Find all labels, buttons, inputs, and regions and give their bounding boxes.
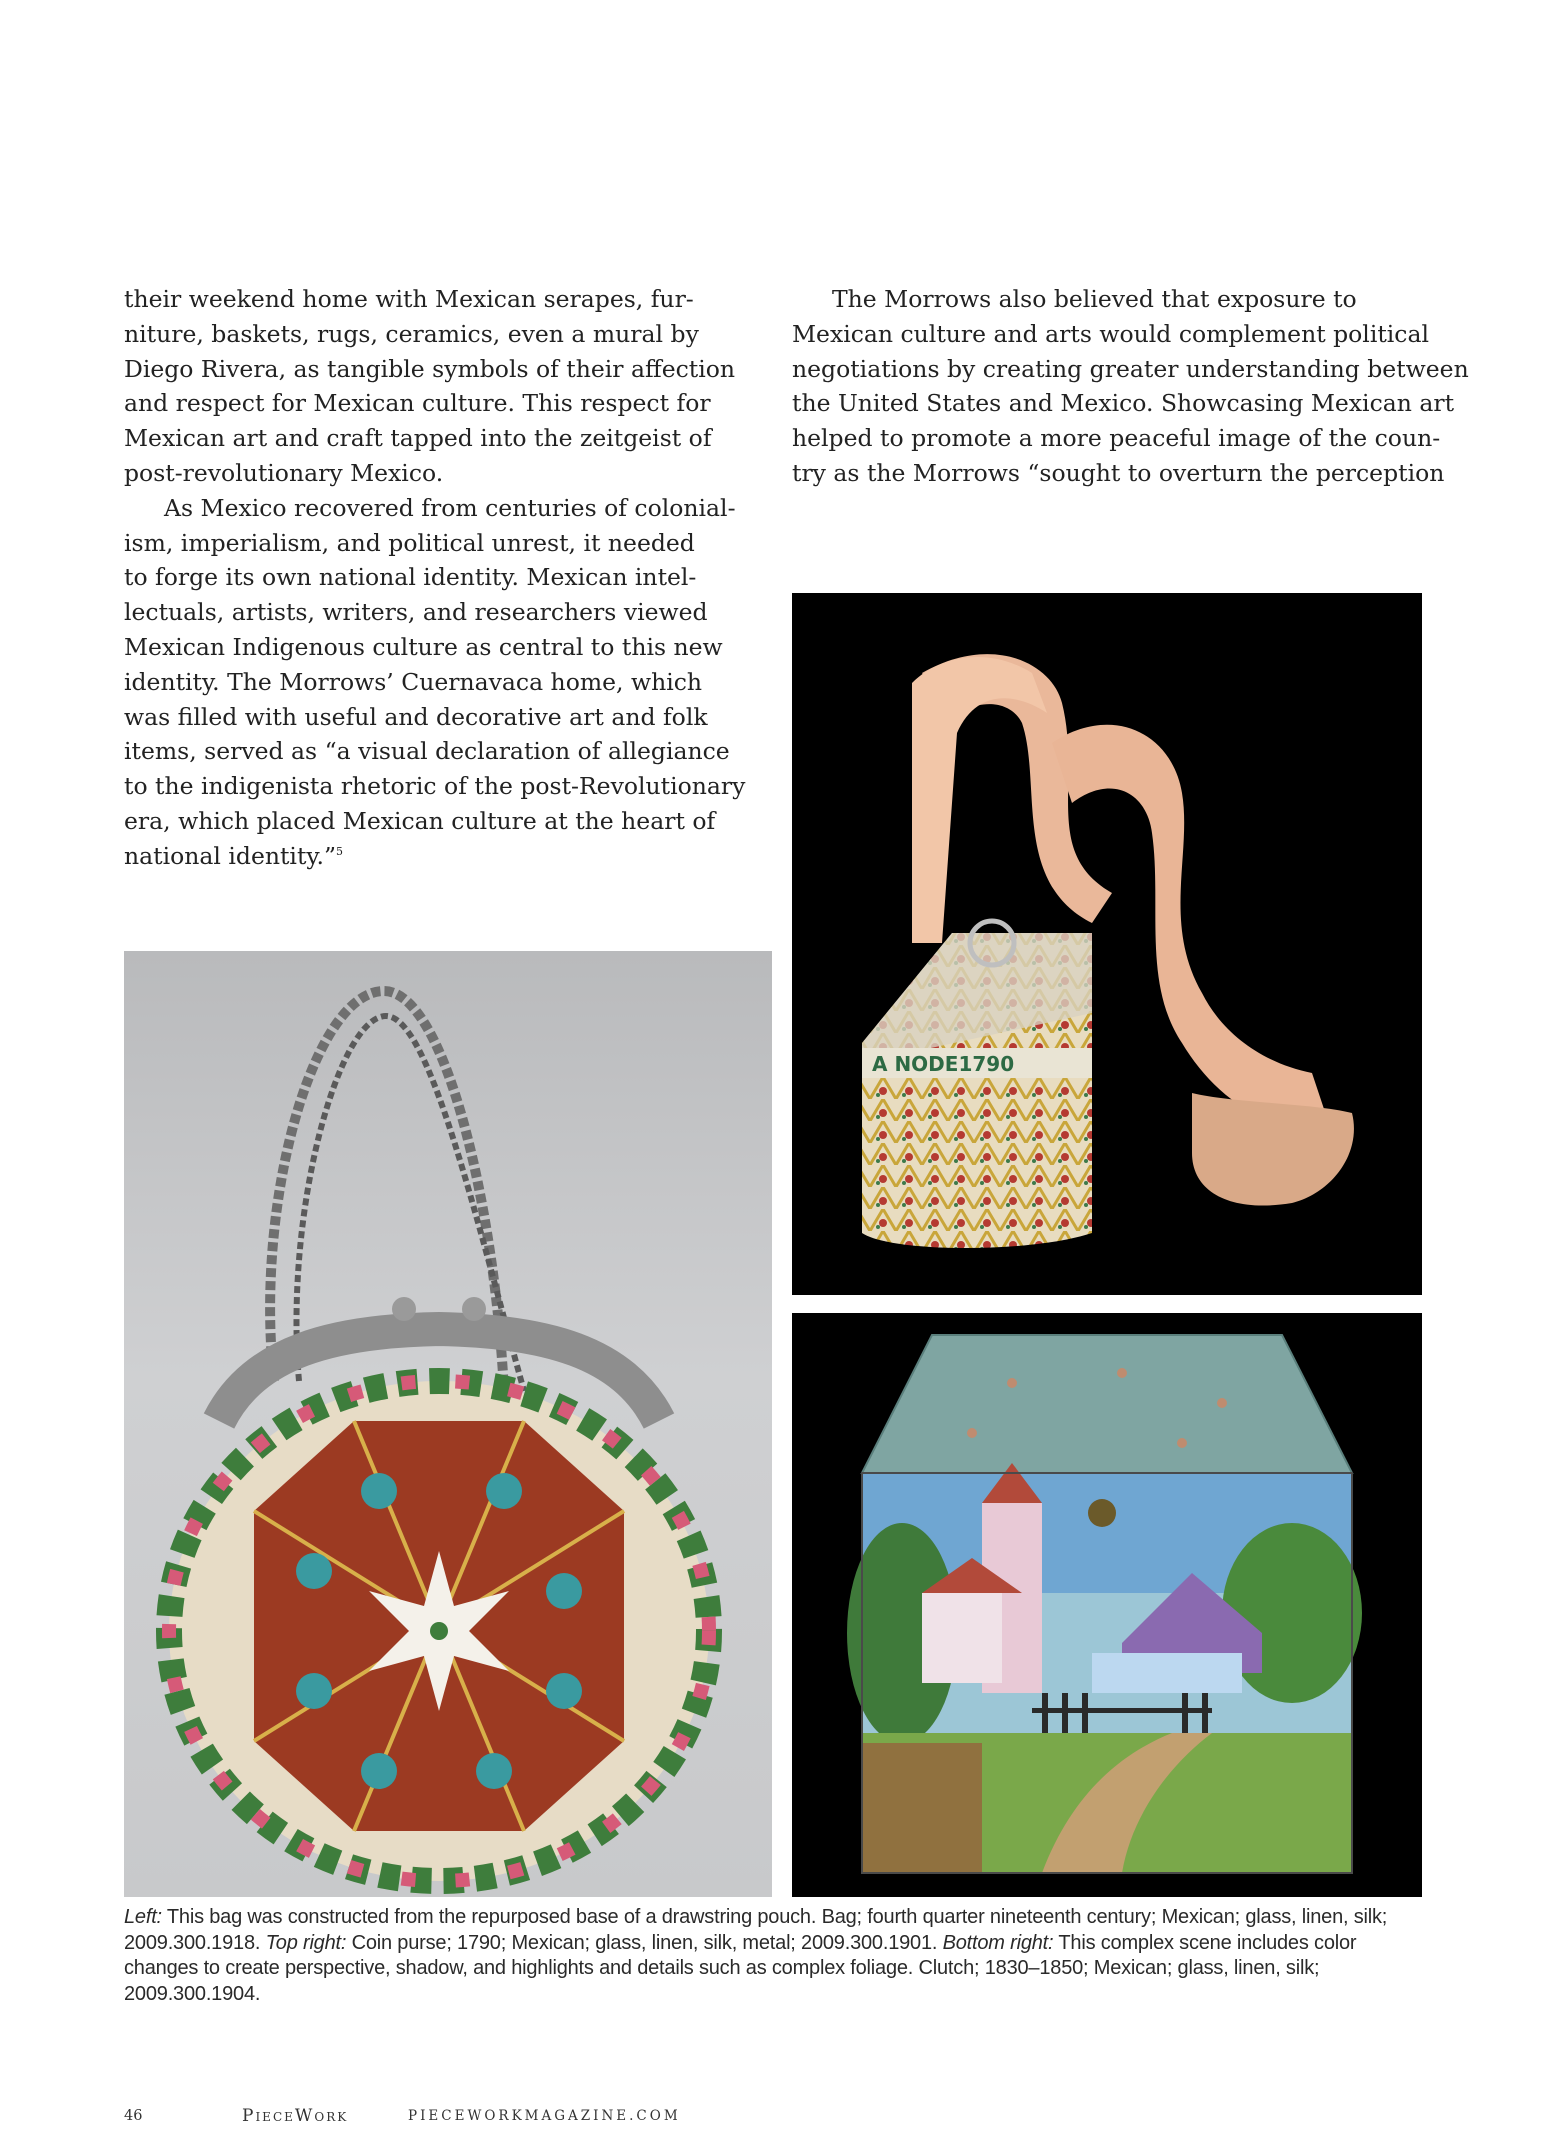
paragraph-1 [124, 282, 756, 491]
caption-text-left: This bag was constructed from the repurposed base of a drawstring pouch. Bag; fourth quarter nineteenth century; Mexican; glass, linen, silk; 2009.300.1918. [124, 1906, 1388, 1954]
text-line: lectuals, artists, writers, and researchers viewed [124, 598, 708, 627]
text-line: The Morrows also believed that exposure to [832, 285, 1357, 313]
caption-label-bottom-right: Bottom right: [942, 1931, 1054, 1954]
caption-label-top-right: Top right: [265, 1931, 347, 1954]
text-line: helped to promote a more peaceful image of the coun- [792, 424, 1441, 453]
text-line: Mexican culture and arts would complement political [792, 319, 1429, 348]
photo-caption [124, 1905, 1424, 2007]
text-line: items, served as “a visual declaration of allegiance [124, 737, 730, 766]
text-line: Mexican art and craft tapped into the zeitgeist of [124, 424, 712, 453]
text-line: identity. The Morrows’ Cuernavaca home, which [124, 667, 703, 696]
text-line: their weekend home with Mexican serapes, fur- [124, 285, 694, 313]
magazine-url[interactable]: PIECEWORKMAGAZINE.COM [408, 2108, 681, 2124]
magazine-brand: PieceWork [242, 2106, 349, 2126]
text-line: ism, imperialism, and political unrest, it needed [124, 528, 695, 557]
caption-text-top-right: Coin purse; 1790; Mexican; glass, linen, silk, metal; 2009.300.1901. [346, 1931, 943, 1954]
coin-purse-inscription: A NODE1790 [872, 1052, 1015, 1076]
text-line: and respect for Mexican culture. This respect for [124, 389, 711, 418]
text-line: negotiations by creating greater understanding between [792, 354, 1469, 383]
text-line: post-revolutionary Mexico. [124, 458, 444, 487]
text-line: to the indigenista rhetoric of the post-Revolutionary [124, 772, 746, 801]
article-column-left [124, 282, 756, 874]
text-line: niture, baskets, rugs, ceramics, even a mural by [124, 319, 699, 348]
photo-coin-purse [792, 593, 1422, 1295]
paragraph-2 [124, 491, 756, 874]
text-line: was filled with useful and decorative art and folk [124, 702, 708, 731]
coin-purse-illustration [792, 593, 1422, 1295]
text-line: try as the Morrows “sought to overturn the perception [792, 458, 1445, 487]
caption-label-left: Left: [124, 1906, 162, 1928]
text-line: era, which placed Mexican culture at the heart of [124, 806, 716, 835]
text-line: to forge its own national identity. Mexican intel- [124, 563, 697, 592]
footnote-reference[interactable]: 5 [336, 844, 344, 858]
caption-text-bottom-right: This complex scene includes color changes to create perspective, shadow, and highlights and details such as complex foliage. Clutch; 1830–1850; Mexican; glass, linen, silk; 2009.300.1904. [124, 1931, 1357, 2005]
article-column-right [792, 282, 1469, 491]
text-line: Diego Rivera, as tangible symbols of their affection [124, 354, 736, 383]
text-line: As Mexico recovered from centuries of colonial- [164, 493, 736, 522]
page-number: 46 [124, 2108, 143, 2124]
clutch-illustration [792, 1313, 1422, 1897]
text-line [124, 839, 756, 874]
text-line-content: national identity.” [124, 841, 337, 870]
text-line: Mexican Indigenous culture as central to this new [124, 632, 723, 661]
paragraph-3 [792, 282, 1469, 491]
text-line: the United States and Mexico. Showcasing Mexican art [792, 389, 1455, 418]
photo-beaded-clutch [792, 1313, 1422, 1897]
beaded-bag-illustration [124, 951, 772, 1897]
photo-beaded-bag [124, 951, 772, 1897]
